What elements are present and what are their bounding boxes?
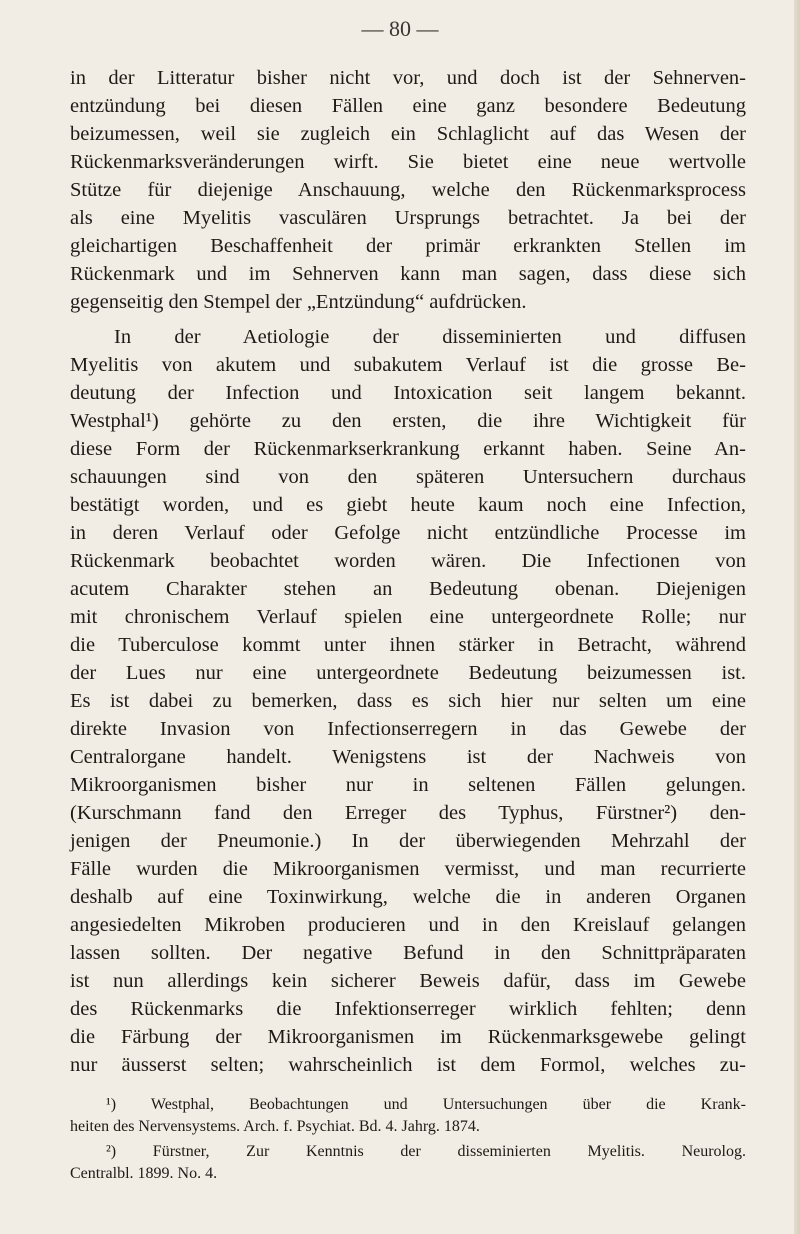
text-line: Rückenmark und im Sehnerven kann man sagen, dass diese sich xyxy=(70,263,746,285)
text-line: als eine Myelitis vasculären Ursprungs betrachtet. Ja bei der xyxy=(70,207,746,229)
text-line: gleichartigen Beschaffenheit der primär erkrankten Stellen im xyxy=(70,235,746,257)
text-line: angesiedelten Mikroben producieren und in den Kreislauf gelangen xyxy=(70,914,746,936)
text-line: gegenseitig den Stempel der „Entzündung“ aufdrücken. xyxy=(70,291,527,313)
text-line: des Rückenmarks die Infektionserreger wirklich fehlten; denn xyxy=(70,998,746,1020)
text-line: Myelitis von akutem und subakutem Verlauf ist die grosse Be- xyxy=(70,354,746,376)
text-line: Centralorgane handelt. Wenigstens ist der Nachweis von xyxy=(70,746,746,768)
text-line: Rückenmarksveränderungen wirft. Sie bietet eine neue wertvolle xyxy=(70,151,746,173)
page-number: — 80 — xyxy=(361,16,439,41)
text-line: Stütze für diejenige Anschauung, welche den Rückenmarksprocess xyxy=(70,179,746,201)
text-line: die Tuberculose kommt unter ihnen stärker in Betracht, während xyxy=(70,634,746,656)
text-line: deutung der Infection und Intoxication seit langem bekannt. xyxy=(70,382,746,404)
text-line: (Kurschmann fand den Erreger des Typhus, Fürstner²) den- xyxy=(70,802,746,824)
text-line: entzündung bei diesen Fällen eine ganz besondere Bedeutung xyxy=(70,95,746,117)
text-line: Rückenmark beobachtet worden wären. Die Infectionen von xyxy=(70,550,746,572)
footnote-line: Centralbl. 1899. No. 4. xyxy=(70,1165,218,1182)
text-line: deshalb auf eine Toxinwirkung, welche die in anderen Organen xyxy=(70,886,746,908)
text-line: Westphal¹) gehörte zu den ersten, die ihre Wichtigkeit für xyxy=(70,410,746,432)
footnote-line: ¹) Westphal, Beobachtungen und Untersuchungen über die Krank- xyxy=(106,1096,746,1113)
text-line: in der Litteratur bisher nicht vor, und doch ist der Sehnerven- xyxy=(70,67,746,89)
text-line: ist nun allerdings kein sicherer Beweis dafür, dass im Gewebe xyxy=(70,970,746,992)
text-line: bestätigt worden, und es giebt heute kaum noch eine Infection, xyxy=(70,494,746,516)
text-line: direkte Invasion von Infectionserregern in das Gewebe der xyxy=(70,718,746,740)
text-line: In der Aetiologie der disseminierten und diffusen xyxy=(114,326,746,348)
text-line: Es ist dabei zu bemerken, dass es sich hier nur selten um eine xyxy=(70,690,746,712)
text-line: acutem Charakter stehen an Bedeutung obenan. Diejenigen xyxy=(70,578,746,600)
text-line: diese Form der Rückenmarkserkrankung erkannt haben. Seine An- xyxy=(70,438,746,460)
text-line: beizumessen, weil sie zugleich ein Schlaglicht auf das Wesen der xyxy=(70,123,746,145)
text-line: in deren Verlauf oder Gefolge nicht entzündliche Processe im xyxy=(70,522,746,544)
text-line: die Färbung der Mikroorganismen im Rückenmarksgewebe gelingt xyxy=(70,1026,746,1048)
text-line: nur äusserst selten; wahrscheinlich ist dem Formol, welches zu- xyxy=(70,1054,746,1076)
text-line: der Lues nur eine untergeordnete Bedeutung beizumessen ist. xyxy=(70,662,746,684)
footnote-line: ²) Fürstner, Zur Kenntnis der disseminierten Myelitis. Neurolog. xyxy=(106,1143,746,1160)
page-edge-shadow xyxy=(794,0,800,1234)
text-line: Fälle wurden die Mikroorganismen vermisst, und man recurrierte xyxy=(70,858,746,880)
footnote-line: heiten des Nervensystems. Arch. f. Psychiat. Bd. 4. Jahrg. 1874. xyxy=(70,1118,480,1135)
text-line: mit chronischem Verlauf spielen eine untergeordnete Rolle; nur xyxy=(70,606,746,628)
text-line: Mikroorganismen bisher nur in seltenen Fällen gelungen. xyxy=(70,774,746,796)
text-line: lassen sollten. Der negative Befund in den Schnittpräparaten xyxy=(70,942,746,964)
text-line: schauungen sind von den späteren Untersuchern durchaus xyxy=(70,466,746,488)
text-line: jenigen der Pneumonie.) In der überwiegenden Mehrzahl der xyxy=(70,830,746,852)
